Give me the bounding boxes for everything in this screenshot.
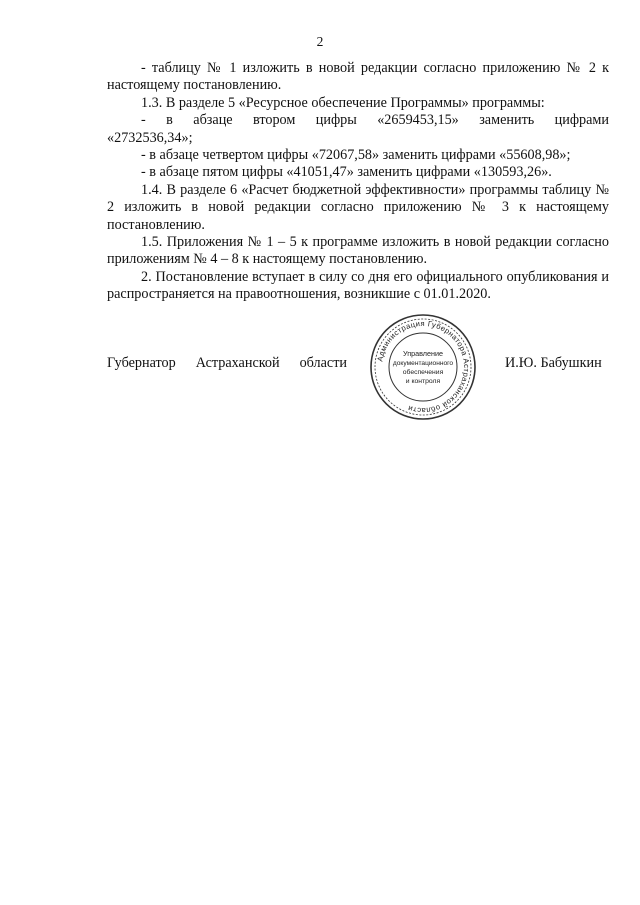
stamp-line-3: обеспечения	[402, 369, 444, 376]
signature-name: И.Ю. Бабушкин	[505, 355, 602, 371]
paragraph-table-1: - таблицу № 1 изложить в новой редакции согласно приложению № 2 к настоящему постановлению.	[107, 60, 609, 94]
stamp-graphic	[368, 312, 478, 422]
paragraph-appendices: 1.5. Приложения № 1 – 5 к программе изложить в новой редакции согласно приложениям № 4 – 8 к настоящему постановлению.	[107, 234, 609, 268]
paragraph-section-6: 1.4. В разделе 6 «Расчет бюджетной эффективности» программы таблицу № 2 изложить в новой редакции согласно приложению № 3 к настоящему постановлению.	[107, 181, 609, 233]
official-stamp	[368, 312, 478, 422]
paragraph-second-abzac-value: «2732536,34»;	[107, 129, 193, 146]
stamp-line-1: Управление	[403, 349, 443, 358]
stamp-line-4: и контроля	[405, 378, 441, 385]
paragraph-section-5: 1.3. В разделе 5 «Ресурсное обеспечение Программы» программы:	[141, 94, 545, 111]
paragraph-effective-date: 2. Постановление вступает в силу со дня его официального опубликования и распространяется на правоотношения, возникшие с 01.01.2020.	[107, 268, 609, 303]
stamp-ring-text: Администрация Губернатора Астраханской области	[375, 318, 472, 416]
signature-title: Губернатор Астраханской области	[107, 355, 347, 371]
stamp-line-2: документационного	[392, 360, 454, 367]
paragraph-fifth-abzac: - в абзаце пятом цифры «41051,47» заменить цифрами «130593,26».	[141, 164, 552, 181]
paragraph-second-abzac: - в абзаце втором цифры «2659453,15» заменить цифрами	[141, 112, 609, 129]
page-number: 2	[316, 34, 324, 49]
document-body	[107, 60, 609, 304]
paragraph-fourth-abzac: - в абзаце четвертом цифры «72067,58» заменить цифрами «55608,98»;	[141, 147, 571, 164]
